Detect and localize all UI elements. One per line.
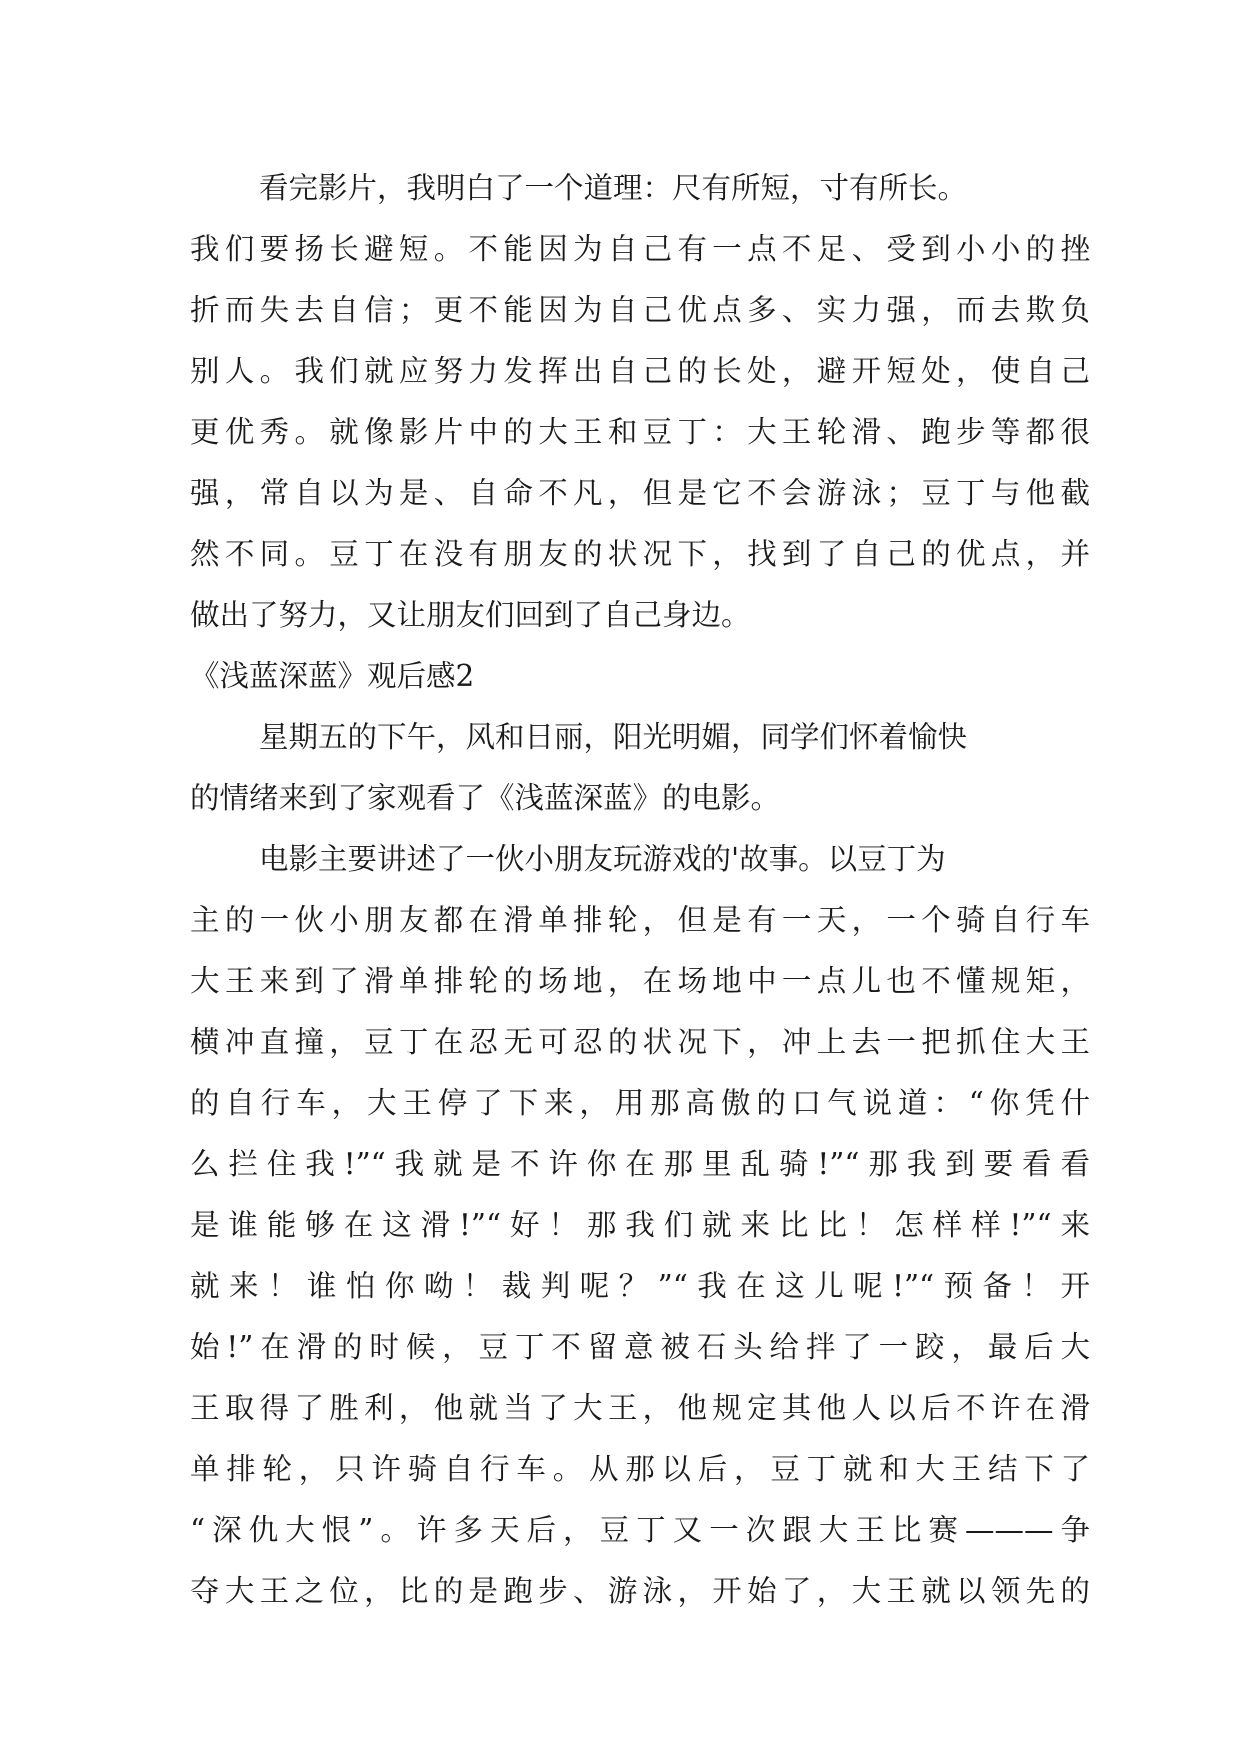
paragraph-line: 横冲直撞，豆丁在忍无可忍的状况下，冲上去一把抓住大王	[190, 1025, 1090, 1059]
paragraph-line: 看完影片，我明白了一个道理：尺有所短，寸有所长。	[259, 171, 968, 205]
paragraph-line: 主的一伙小朋友都在滑单排轮，但是有一天，一个骑自行车	[190, 903, 1090, 937]
paragraph-line: 星期五的下午，风和日丽，阳光明媚，同学们怀着愉快	[259, 720, 968, 754]
paragraph-line: 是谁能够在这滑!”“好！那我们就来比比！怎样样!”“来	[190, 1208, 1090, 1242]
paragraph-line: 么拦住我!”“我就是不许你在那里乱骑!”“那我到要看看	[190, 1147, 1090, 1181]
paragraph-line: 别人。我们就应努力发挥出自己的长处，避开短处，使自己	[190, 354, 1090, 388]
paragraph-line: 的情绪来到了家观看了《浅蓝深蓝》的电影。	[190, 781, 781, 815]
paragraph-line: 电影主要讲述了一伙小朋友玩游戏的'故事。以豆丁为	[259, 842, 946, 876]
paragraph-line: 更优秀。就像影片中的大王和豆丁：大王轮滑、跑步等都很	[190, 415, 1090, 449]
paragraph-line: 单排轮，只许骑自行车。从那以后，豆丁就和大王结下了	[190, 1452, 1090, 1486]
paragraph-line: 折而失去自信；更不能因为自己优点多、实力强，而去欺负	[190, 293, 1090, 327]
paragraph-line: 做出了努力，又让朋友们回到了自己身边。	[190, 598, 751, 632]
paragraph-line: 夺大王之位，比的是跑步、游泳，开始了，大王就以领先的	[190, 1574, 1090, 1608]
paragraph-line: 王取得了胜利，他就当了大王，他规定其他人以后不许在滑	[190, 1391, 1090, 1425]
paragraph-line: 就来！谁怕你呦！裁判呢？”“我在这儿呢!”“预备！开	[190, 1269, 1090, 1303]
paragraph-line: 我们要扬长避短。不能因为自己有一点不足、受到小小的挫	[190, 232, 1090, 266]
paragraph-line: 然不同。豆丁在没有朋友的状况下，找到了自己的优点，并	[190, 537, 1090, 571]
paragraph-line: 始!”在滑的时候，豆丁不留意被石头给拌了一跤，最后大	[190, 1330, 1090, 1364]
document-body	[190, 158, 1090, 1622]
paragraph-line: 的自行车，大王停了下来，用那高傲的口气说道：“你凭什	[190, 1086, 1090, 1120]
section-heading: 《浅蓝深蓝》观后感2	[190, 659, 475, 693]
paragraph-line: “深仇大恨”。许多天后，豆丁又一次跟大王比赛———争	[190, 1513, 1090, 1547]
paragraph-line: 大王来到了滑单排轮的场地，在场地中一点儿也不懂规矩，	[190, 964, 1090, 998]
paragraph-line: 强，常自以为是、自命不凡，但是它不会游泳；豆丁与他截	[190, 476, 1090, 510]
